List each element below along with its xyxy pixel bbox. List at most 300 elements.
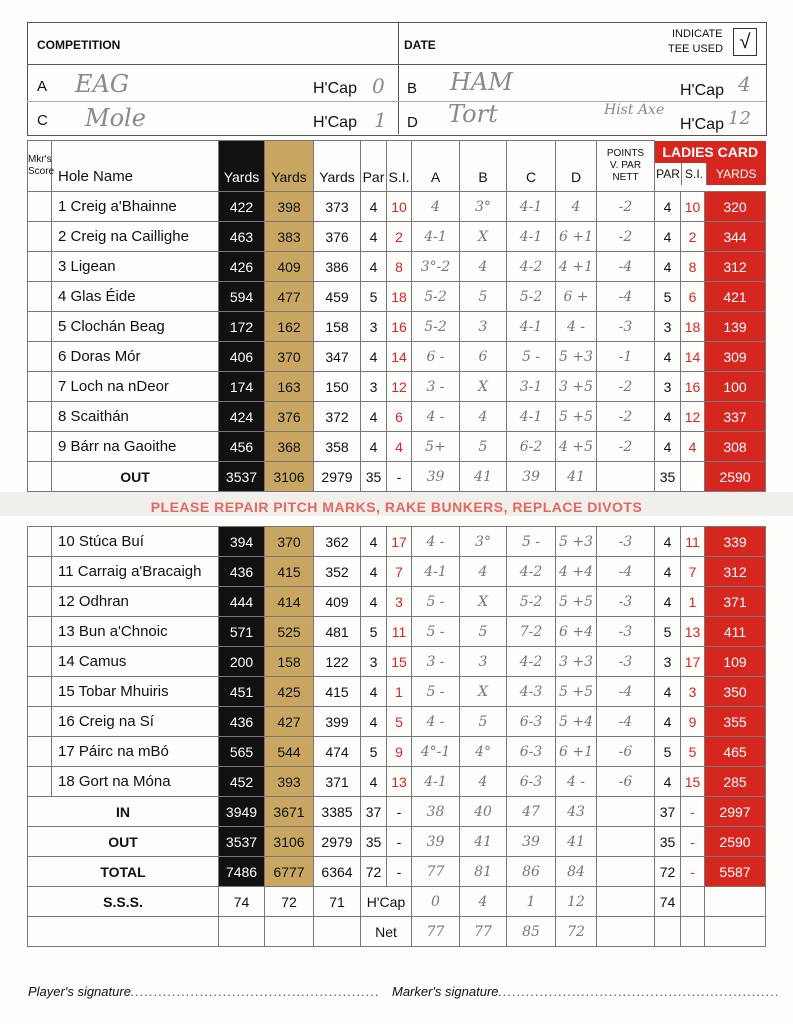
score-a[interactable]: 3 - [412,372,460,402]
yards-gold: 370 [265,342,314,372]
par: 4 [361,557,387,587]
ladies-par: 3 [655,312,681,342]
hole-row [28,617,766,647]
par: 4 [361,252,387,282]
score-c[interactable]: 3-1 [507,372,556,402]
ladies-par: 4 [655,192,681,222]
mkr-score-cell[interactable] [28,767,52,797]
mkr-score-cell[interactable] [28,342,52,372]
score-a[interactable]: 5 - [412,587,460,617]
score-d[interactable]: 5 +5 [556,677,597,707]
back-nine-table [27,526,766,947]
yards-white: 362 [314,527,361,557]
player-c-hcap: 1 [374,108,387,132]
out-yg: 3106 [265,462,314,492]
out-lyd: 2590 [705,462,766,492]
score-a[interactable]: 4-1 [412,222,460,252]
front-header-row [28,141,766,192]
mkr-score-cell[interactable] [28,282,52,312]
score-b[interactable]: 4 [460,402,507,432]
ladies-si: 6 [681,282,705,312]
score-b[interactable]: X [460,677,507,707]
yards-black: 406 [219,342,265,372]
hole-name: 4 Glas Éide [52,282,219,312]
out2-par: 35 [361,827,387,857]
sss-b: 4 [460,887,507,917]
tee-used-label: TEE USED [668,43,724,55]
player-c-letter: C [37,112,48,129]
score-c[interactable]: 5-2 [507,282,556,312]
yards-white: 372 [314,402,361,432]
out-row [28,827,766,857]
sss-yb: 74 [219,887,265,917]
yards-gold-header: Yards [265,141,314,192]
yards-white: 347 [314,342,361,372]
score-d[interactable]: 4 [556,192,597,222]
hole-name: 6 Doras Mór [52,342,219,372]
yards-gold: 544 [265,737,314,767]
par: 4 [361,222,387,252]
hole-row [28,647,766,677]
par: 5 [361,617,387,647]
front-out-row [28,462,766,492]
ladies-yards: 465 [705,737,766,767]
sss-row [28,887,766,917]
score-d[interactable]: 4 +1 [556,252,597,282]
stroke-index: 14 [387,342,412,372]
score-c[interactable]: 5 - [507,342,556,372]
yards-gold: 414 [265,587,314,617]
mkr-score-cell[interactable] [28,252,52,282]
score-c[interactable]: 4-2 [507,647,556,677]
out-lsi [681,462,705,492]
out2-label: OUT [28,827,219,857]
sss-hcap-label: H'Cap [361,887,412,917]
score-c[interactable]: 4-2 [507,557,556,587]
total-a: 77 [412,857,460,887]
score-c[interactable]: 4-1 [507,192,556,222]
yards-black: 200 [219,647,265,677]
mkr-cell[interactable] [28,462,52,492]
score-a[interactable]: 5+ [412,432,460,462]
yards-black: 426 [219,252,265,282]
points-v-par[interactable]: -3 [597,312,655,342]
hole-name: 2 Creig na Caillighe [52,222,219,252]
yards-white: 373 [314,192,361,222]
score-d[interactable]: 5 +3 [556,527,597,557]
out2-c: 39 [507,827,556,857]
hole-name: 10 Stúca Buí [52,527,219,557]
score-a[interactable]: 4-1 [412,767,460,797]
ladies-si: 8 [681,252,705,282]
indicate-label: INDICATE [672,28,723,40]
yards-white: 399 [314,707,361,737]
yards-black: 452 [219,767,265,797]
out2-pts [597,827,655,857]
ladies-yards: 371 [705,587,766,617]
points-v-par[interactable]: -2 [597,402,655,432]
in-yg: 3671 [265,797,314,827]
score-a[interactable]: 5-2 [412,312,460,342]
par: 4 [361,342,387,372]
points-v-par[interactable]: -4 [597,707,655,737]
points-v-par[interactable]: -4 [597,677,655,707]
out-yw: 2979 [314,462,361,492]
stroke-index: 10 [387,192,412,222]
tee-checkbox[interactable]: √ [733,28,757,56]
yards-black: 174 [219,372,265,402]
score-b[interactable]: X [460,222,507,252]
in-a: 38 [412,797,460,827]
score-d[interactable]: 5 +4 [556,707,597,737]
score-b[interactable]: 3 [460,312,507,342]
net-d: 72 [556,917,597,947]
yards-gold: 525 [265,617,314,647]
ladies-par: 5 [655,737,681,767]
yards-gold: 393 [265,767,314,797]
player-d-header: D [556,141,597,192]
ladies-yards: 100 [705,372,766,402]
score-c[interactable]: 5-2 [507,587,556,617]
score-c[interactable]: 7-2 [507,617,556,647]
hole-row [28,767,766,797]
score-d[interactable]: 4 - [556,767,597,797]
score-b[interactable]: X [460,372,507,402]
player-d-hcap: 12 [728,108,751,129]
ladies-par: 5 [655,282,681,312]
score-d[interactable]: 4 +5 [556,432,597,462]
net-pts [597,917,655,947]
in-lpar: 37 [655,797,681,827]
hole-row [28,737,766,767]
score-c[interactable]: 4-1 [507,312,556,342]
score-d[interactable]: 5 +3 [556,342,597,372]
sss-label: S.S.S. [28,887,219,917]
hole-row [28,312,766,342]
net-lsi [681,917,705,947]
player-c-hcap-label: H'Cap [313,114,357,131]
mkr-score-cell[interactable] [28,707,52,737]
score-b[interactable]: X [460,587,507,617]
score-c[interactable]: 4-1 [507,222,556,252]
mkr-score-cell[interactable] [28,617,52,647]
hole-row [28,192,766,222]
hole-row [28,282,766,312]
out2-a: 39 [412,827,460,857]
score-c[interactable]: 6-2 [507,432,556,462]
out2-yw: 2979 [314,827,361,857]
points-v-par[interactable]: -6 [597,767,655,797]
score-b[interactable]: 4° [460,737,507,767]
total-lyd: 5587 [705,857,766,887]
total-yw: 6364 [314,857,361,887]
front-body [28,192,766,462]
out2-lpar: 35 [655,827,681,857]
score-a[interactable]: 4 - [412,402,460,432]
in-yw: 3385 [314,797,361,827]
out2-b: 41 [460,827,507,857]
yards-white: 122 [314,647,361,677]
total-b: 81 [460,857,507,887]
par: 3 [361,647,387,677]
yards-black: 456 [219,432,265,462]
out-a: 39 [412,462,460,492]
points-v-par[interactable]: -6 [597,737,655,767]
mkr-score-cell[interactable] [28,222,52,252]
player-a-name: EAG [75,70,130,98]
out-d: 41 [556,462,597,492]
score-b[interactable]: 3° [460,192,507,222]
yards-gold: 409 [265,252,314,282]
header-divider-v [398,22,399,134]
sss-lsi [681,887,705,917]
score-a[interactable]: 6 - [412,342,460,372]
sss-a: 0 [412,887,460,917]
sss-yg: 72 [265,887,314,917]
score-d[interactable]: 3 +3 [556,647,597,677]
points-v-par[interactable]: -1 [597,342,655,372]
score-c[interactable]: 4-1 [507,402,556,432]
ladies-yards: 350 [705,677,766,707]
score-a[interactable]: 5-2 [412,282,460,312]
ladies-si: 14 [681,342,705,372]
in-d: 43 [556,797,597,827]
points-v-par[interactable]: -4 [597,282,655,312]
total-yb: 7486 [219,857,265,887]
net-lpar [655,917,681,947]
score-d[interactable]: 4 - [556,312,597,342]
ladies-par: 4 [655,767,681,797]
stroke-index: 18 [387,282,412,312]
mkr-score-cell[interactable] [28,402,52,432]
total-pts [597,857,655,887]
hole-row [28,527,766,557]
ladies-par: 4 [655,252,681,282]
mkr-score-cell[interactable] [28,677,52,707]
player-b-header: B [460,141,507,192]
score-b[interactable]: 3° [460,527,507,557]
stroke-index: 13 [387,767,412,797]
points-v-par[interactable]: -2 [597,222,655,252]
score-b[interactable]: 6 [460,342,507,372]
player-a-hcap-label: H'Cap [313,80,357,97]
mkr-score-cell[interactable] [28,647,52,677]
hole-name: 17 Páirc na mBó [52,737,219,767]
yards-black: 172 [219,312,265,342]
score-a[interactable]: 5 - [412,617,460,647]
yards-black: 436 [219,557,265,587]
player-d-name: Tort [448,100,498,128]
stroke-index: 6 [387,402,412,432]
score-c[interactable]: 4-2 [507,252,556,282]
ladies-si: 9 [681,707,705,737]
total-lsi: - [681,857,705,887]
mkr-score-cell[interactable] [28,312,52,342]
par: 4 [361,707,387,737]
score-c[interactable]: 4-3 [507,677,556,707]
net-yg [265,917,314,947]
par: 4 [361,402,387,432]
points-v-par[interactable]: -3 [597,647,655,677]
net-blank [28,917,219,947]
net-yw [314,917,361,947]
yards-black: 594 [219,282,265,312]
points-v-par[interactable]: -4 [597,252,655,282]
score-a[interactable]: 3 - [412,647,460,677]
net-a: 77 [412,917,460,947]
yards-white: 158 [314,312,361,342]
total-label: TOTAL [28,857,219,887]
ladies-par: 4 [655,432,681,462]
score-b[interactable]: 4 [460,557,507,587]
in-par: 37 [361,797,387,827]
ladies-si: 7 [681,557,705,587]
yards-black: 436 [219,707,265,737]
ladies-yards: 308 [705,432,766,462]
yards-gold: 162 [265,312,314,342]
player-b-letter: B [407,80,418,97]
ladies-yards-header: YARDS [707,163,766,185]
sss-lpar: 74 [655,887,681,917]
out-label: OUT [52,462,219,492]
score-c[interactable]: 6-3 [507,737,556,767]
yards-white: 409 [314,587,361,617]
points-header: POINTS V. PAR NETT [597,141,655,192]
yards-gold: 158 [265,647,314,677]
score-a[interactable]: 3°-2 [412,252,460,282]
score-d[interactable]: 6 +1 [556,222,597,252]
points-v-par[interactable]: -3 [597,587,655,617]
ladies-yards: 312 [705,252,766,282]
score-a[interactable]: 4-1 [412,557,460,587]
hole-name: 8 Scaithán [52,402,219,432]
score-b[interactable]: 4 [460,252,507,282]
out-par: 35 [361,462,387,492]
par: 4 [361,587,387,617]
yards-white: 371 [314,767,361,797]
ladies-yards: 139 [705,312,766,342]
score-b[interactable]: 4 [460,767,507,797]
player-d-letter: D [407,114,418,131]
points-v-par[interactable]: -3 [597,617,655,647]
ladies-par: 4 [655,342,681,372]
ladies-yards: 309 [705,342,766,372]
yards-gold: 376 [265,402,314,432]
ladies-header [655,141,766,192]
score-d[interactable]: 6 +4 [556,617,597,647]
ladies-par-header: PAR [655,163,682,185]
score-a[interactable]: 5 - [412,677,460,707]
hole-name: 7 Loch na nDeor [52,372,219,402]
score-a[interactable]: 4 [412,192,460,222]
stroke-index: 11 [387,617,412,647]
score-b[interactable]: 5 [460,282,507,312]
out-b: 41 [460,462,507,492]
yards-white: 352 [314,557,361,587]
mkr-score-cell[interactable] [28,372,52,402]
hole-name: 9 Bárr na Gaoithe [52,432,219,462]
score-c[interactable]: 6-3 [507,767,556,797]
score-d[interactable]: 3 +5 [556,372,597,402]
points-v-par[interactable]: -2 [597,432,655,462]
net-b: 77 [460,917,507,947]
mkr-score-cell[interactable] [28,557,52,587]
score-c[interactable]: 5 - [507,527,556,557]
score-b[interactable]: 3 [460,647,507,677]
ladies-si: 1 [681,587,705,617]
ladies-si: 18 [681,312,705,342]
mkr-score-cell[interactable] [28,192,52,222]
par: 4 [361,527,387,557]
out-c: 39 [507,462,556,492]
yards-white: 358 [314,432,361,462]
hole-row [28,677,766,707]
points-v-par[interactable]: -3 [597,527,655,557]
score-a[interactable]: 4 - [412,527,460,557]
hole-row [28,222,766,252]
score-d[interactable]: 6 +1 [556,737,597,767]
hole-name: 12 Odhran [52,587,219,617]
hole-name: 5 Clochán Beag [52,312,219,342]
score-a[interactable]: 4 - [412,707,460,737]
score-a[interactable]: 4°-1 [412,737,460,767]
ladies-par: 3 [655,372,681,402]
in-row [28,797,766,827]
ladies-yards: 337 [705,402,766,432]
yards-gold: 368 [265,432,314,462]
header-divider-h1 [27,64,766,65]
ladies-yards: 285 [705,767,766,797]
in-b: 40 [460,797,507,827]
score-d[interactable]: 5 +5 [556,402,597,432]
yards-white: 459 [314,282,361,312]
si-header: S.I. [387,141,412,192]
yards-gold: 477 [265,282,314,312]
hole-row [28,557,766,587]
mkr-score-cell[interactable] [28,737,52,767]
mkr-score-cell[interactable] [28,527,52,557]
yards-black: 424 [219,402,265,432]
yards-gold: 398 [265,192,314,222]
mkr-score-cell[interactable] [28,432,52,462]
score-c[interactable]: 6-3 [507,707,556,737]
out2-yb: 3537 [219,827,265,857]
score-b[interactable]: 5 [460,707,507,737]
points-v-par[interactable]: -2 [597,372,655,402]
out2-d: 41 [556,827,597,857]
player-a-letter: A [37,78,48,95]
hole-name: 3 Ligean [52,252,219,282]
score-b[interactable]: 5 [460,617,507,647]
score-d[interactable]: 5 +5 [556,587,597,617]
mkr-score-cell[interactable] [28,587,52,617]
points-v-par[interactable]: -2 [597,192,655,222]
score-d[interactable]: 6 + [556,282,597,312]
points-v-par[interactable]: -4 [597,557,655,587]
score-d[interactable]: 4 +4 [556,557,597,587]
out2-lyd: 2590 [705,827,766,857]
score-b[interactable]: 5 [460,432,507,462]
player-c-name: Mole [85,104,146,132]
yards-black: 571 [219,617,265,647]
player-c-header: C [507,141,556,192]
par: 4 [361,767,387,797]
hole-row [28,707,766,737]
total-yg: 6777 [265,857,314,887]
ladies-yards: 411 [705,617,766,647]
yards-gold: 425 [265,677,314,707]
stroke-index: 3 [387,587,412,617]
